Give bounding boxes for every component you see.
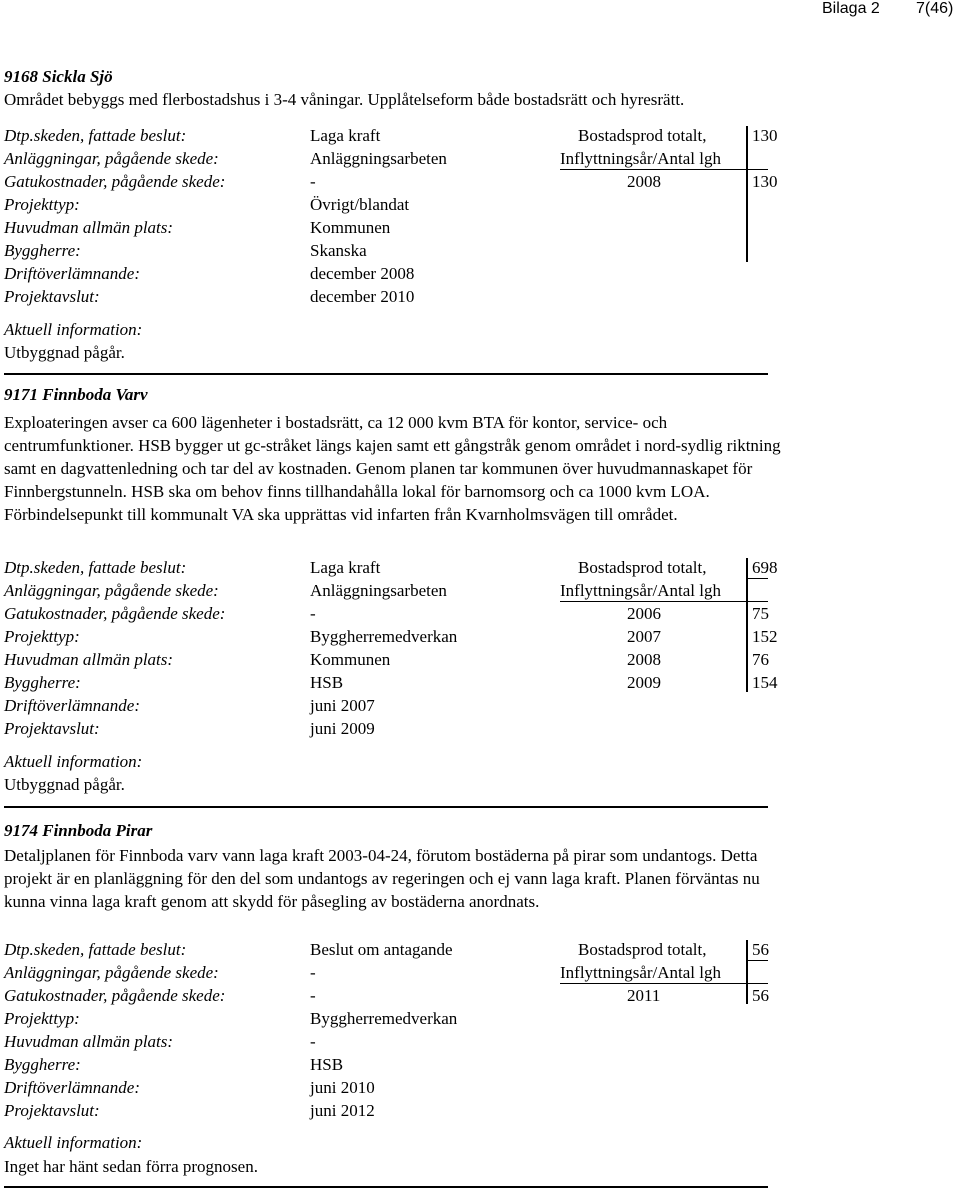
- column-divider: [746, 126, 748, 262]
- label-driftoverlamnande: Driftöverlämnande:: [4, 1078, 140, 1097]
- aktuell-label: Aktuell information:: [4, 752, 143, 771]
- value-driftoverlamnande: juni 2010: [310, 1078, 375, 1097]
- label-projektavslut: Projektavslut:: [4, 719, 100, 738]
- count-cell: 152: [752, 627, 778, 646]
- inflyttning-label: Inflyttningsår/Antal lgh: [560, 963, 722, 982]
- project-title: 9174 Finnboda Pirar: [4, 821, 153, 840]
- aktuell-text: Inget har hänt sedan förra prognosen.: [4, 1157, 258, 1176]
- label-dtp: Dtp.skeden, fattade beslut:: [4, 940, 187, 959]
- label-projekttyp: Projekttyp:: [4, 195, 80, 214]
- value-projekttyp: Byggherremedverkan: [310, 1009, 458, 1028]
- label-anlaggningar: Anläggningar, pågående skede:: [4, 963, 219, 982]
- label-dtp: Dtp.skeden, fattade beslut:: [4, 126, 187, 145]
- column-divider: [746, 558, 748, 692]
- label-anlaggningar: Anläggningar, pågående skede:: [4, 581, 219, 600]
- label-projekttyp: Projekttyp:: [4, 627, 80, 646]
- page-section-label: Bilaga 2: [822, 0, 880, 17]
- year-cell: 2009: [627, 673, 661, 692]
- value-huvudman: Kommunen: [310, 650, 391, 669]
- section-divider: [4, 806, 768, 808]
- column-divider: [746, 940, 748, 1004]
- inflyttning-underline: [560, 601, 768, 602]
- label-huvudman: Huvudman allmän plats:: [4, 1032, 174, 1051]
- section-divider: [4, 373, 768, 375]
- value-projektavslut: juni 2012: [310, 1101, 375, 1120]
- aktuell-label: Aktuell information:: [4, 1133, 143, 1152]
- value-dtp: Laga kraft: [310, 558, 381, 577]
- label-projektavslut: Projektavslut:: [4, 1101, 100, 1120]
- value-anlaggningar: -: [310, 963, 316, 982]
- year-cell: 2007: [627, 627, 661, 646]
- inflyttning-label: Inflyttningsår/Antal lgh: [560, 149, 722, 168]
- bostad-label: Bostadsprod totalt,: [578, 558, 707, 577]
- value-projektavslut: juni 2009: [310, 719, 375, 738]
- bostad-total: 698: [752, 558, 778, 577]
- count-cell: 130: [752, 172, 778, 191]
- value-anlaggningar: Anläggningsarbeten: [310, 581, 447, 600]
- inflyttning-underline: [560, 169, 768, 170]
- count-cell: 76: [752, 650, 769, 669]
- bostad-label: Bostadsprod totalt,: [578, 940, 707, 959]
- project-description: Detaljplanen för Finnboda varv vann laga kraft 2003-04-24, förutom bostäderna på pirar som undantogs. Detta projekt är en planläggning för den del som undantogs av regeringen och ej vann laga kraft. Planen förväntas nu kunna vinna laga kraft genom att skydd för påsegling av bostäderna anordnats.: [4, 846, 760, 911]
- value-projekttyp: Byggherremedverkan: [310, 627, 458, 646]
- value-byggherre: HSB: [310, 673, 344, 692]
- page-number: 7(46): [916, 0, 954, 17]
- label-projekttyp: Projekttyp:: [4, 1009, 80, 1028]
- value-gatukostnader: -: [310, 172, 316, 191]
- value-huvudman: -: [310, 1032, 316, 1051]
- count-cell: 56: [752, 986, 769, 1005]
- value-gatukostnader: -: [310, 604, 316, 623]
- value-driftoverlamnande: juni 2007: [310, 696, 375, 715]
- project-title: 9171 Finnboda Varv: [4, 385, 148, 404]
- year-cell: 2011: [627, 986, 661, 1005]
- aktuell-text: Utbyggnad pågår.: [4, 775, 125, 794]
- label-gatukostnader: Gatukostnader, pågående skede:: [4, 986, 226, 1005]
- value-anlaggningar: Anläggningsarbeten: [310, 149, 447, 168]
- inflyttning-underline: [560, 983, 768, 984]
- year-cell: 2008: [627, 650, 661, 669]
- count-cell: 75: [752, 604, 769, 623]
- value-projekttyp: Övrigt/blandat: [310, 195, 410, 214]
- project-description: Området bebyggs med flerbostadshus i 3-4 våningar. Upplåtelseform både bostadsrätt och hyresrätt.: [4, 90, 685, 109]
- project-title: 9168 Sickla Sjö: [4, 67, 113, 86]
- label-projektavslut: Projektavslut:: [4, 287, 100, 306]
- project-description: Exploateringen avser ca 600 lägenheter i bostadsrätt, ca 12 000 kvm BTA för kontor, service- och centrumfunktioner. HSB bygger ut gc-stråket längs kajen samt ett gångstråk genom området i nord-sydlig riktning samt en dagvattenledning och tar del av kostnaden. Genom planen tar kommunen över huvudmannaskapet för Finnbergstunneln. HSB ska om behov finns tillhandahålla lokal för barnomsorg och ca 1000 kvm LOA. Förbindelsepunkt till kommunalt VA ska upprättas vid infarten från Kvarnholmsvägen till området.: [4, 413, 781, 524]
- value-dtp: Laga kraft: [310, 126, 381, 145]
- inflyttning-label: Inflyttningsår/Antal lgh: [560, 581, 722, 600]
- section-divider: [4, 1186, 768, 1188]
- label-driftoverlamnande: Driftöverlämnande:: [4, 696, 140, 715]
- label-dtp: Dtp.skeden, fattade beslut:: [4, 558, 187, 577]
- label-byggherre: Byggherre:: [4, 1055, 81, 1074]
- label-gatukostnader: Gatukostnader, pågående skede:: [4, 172, 226, 191]
- total-underline: [746, 960, 768, 961]
- label-huvudman: Huvudman allmän plats:: [4, 218, 174, 237]
- value-gatukostnader: -: [310, 986, 316, 1005]
- year-cell: 2006: [627, 604, 661, 623]
- value-byggherre: Skanska: [310, 241, 367, 260]
- year-cell: 2008: [627, 172, 661, 191]
- count-cell: 154: [752, 673, 778, 692]
- value-driftoverlamnande: december 2008: [310, 264, 415, 283]
- bostad-label: Bostadsprod totalt,: [578, 126, 707, 145]
- label-byggherre: Byggherre:: [4, 673, 81, 692]
- total-underline: [746, 578, 768, 579]
- aktuell-text: Utbyggnad pågår.: [4, 343, 125, 362]
- bostad-total: 56: [752, 940, 769, 959]
- value-dtp: Beslut om antagande: [310, 940, 453, 959]
- bostad-total: 130: [752, 126, 778, 145]
- label-driftoverlamnande: Driftöverlämnande:: [4, 264, 140, 283]
- label-huvudman: Huvudman allmän plats:: [4, 650, 174, 669]
- label-gatukostnader: Gatukostnader, pågående skede:: [4, 604, 226, 623]
- label-anlaggningar: Anläggningar, pågående skede:: [4, 149, 219, 168]
- value-projektavslut: december 2010: [310, 287, 415, 306]
- aktuell-label: Aktuell information:: [4, 320, 143, 339]
- value-byggherre: HSB: [310, 1055, 344, 1074]
- value-huvudman: Kommunen: [310, 218, 391, 237]
- label-byggherre: Byggherre:: [4, 241, 81, 260]
